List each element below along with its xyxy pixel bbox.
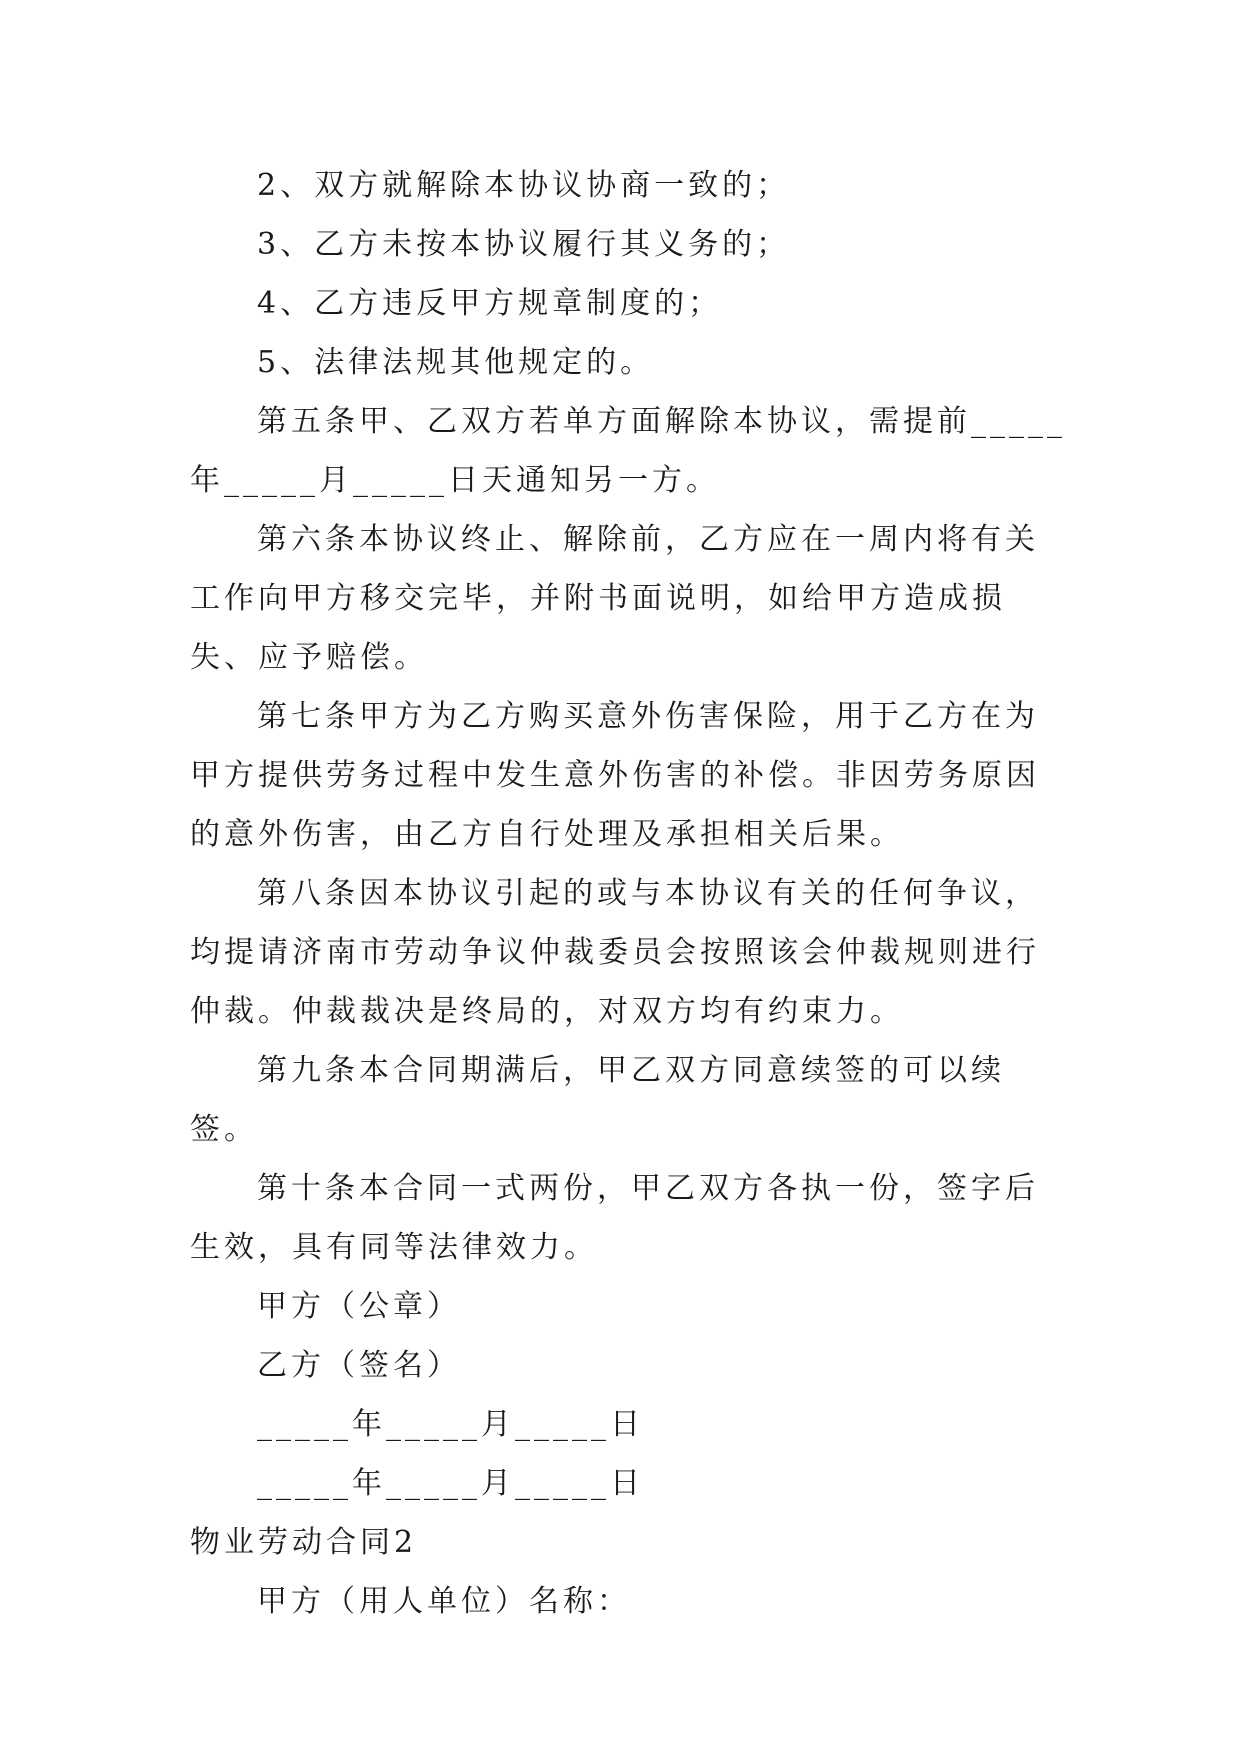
party-a-name-field: 甲方（用人单位）名称： [257,1584,631,1619]
article-8: 第八条因本协议引起的或与本协议有关的任何争议，均提请济南市劳动争议仲裁委员会按照该会仲裁规则进行仲裁。仲裁裁决是终局的，对双方均有约束力。 [190,876,1040,1029]
clause-item-5: 5、法律法规其他规定的。 [257,345,655,380]
article-5: 第五条甲、乙双方若单方面解除本协议，需提前_____年_____月_____日天通知另一方。 [190,404,1066,498]
article-10: 第十条本合同一式两份，甲乙双方各执一份，签字后生效，具有同等法律效力。 [190,1171,1039,1265]
date-line-b: _____年_____月_____日 [257,1466,644,1501]
party-a-seal: 甲方（公章） [257,1289,461,1324]
document-page [190,156,1070,1631]
date-line-a: _____年_____月_____日 [257,1407,644,1442]
clause-item-4: 4、乙方违反甲方规章制度的； [257,286,723,321]
clause-item-2: 2、双方就解除本协议协商一致的； [257,168,791,203]
party-b-signature: 乙方（签名） [257,1348,461,1383]
clause-item-3: 3、乙方未按本协议履行其义务的； [257,227,791,262]
article-6: 第六条本协议终止、解除前，乙方应在一周内将有关工作向甲方移交完毕，并附书面说明，如给甲方造成损失、应予赔偿。 [190,522,1039,675]
section-title: 物业劳动合同2 [190,1525,418,1560]
article-9: 第九条本合同期满后，甲乙双方同意续签的可以续签。 [190,1053,1005,1147]
article-7: 第七条甲方为乙方购买意外伤害保险，用于乙方在为甲方提供劳务过程中发生意外伤害的补偿。非因劳务原因的意外伤害，由乙方自行处理及承担相关后果。 [190,699,1040,852]
